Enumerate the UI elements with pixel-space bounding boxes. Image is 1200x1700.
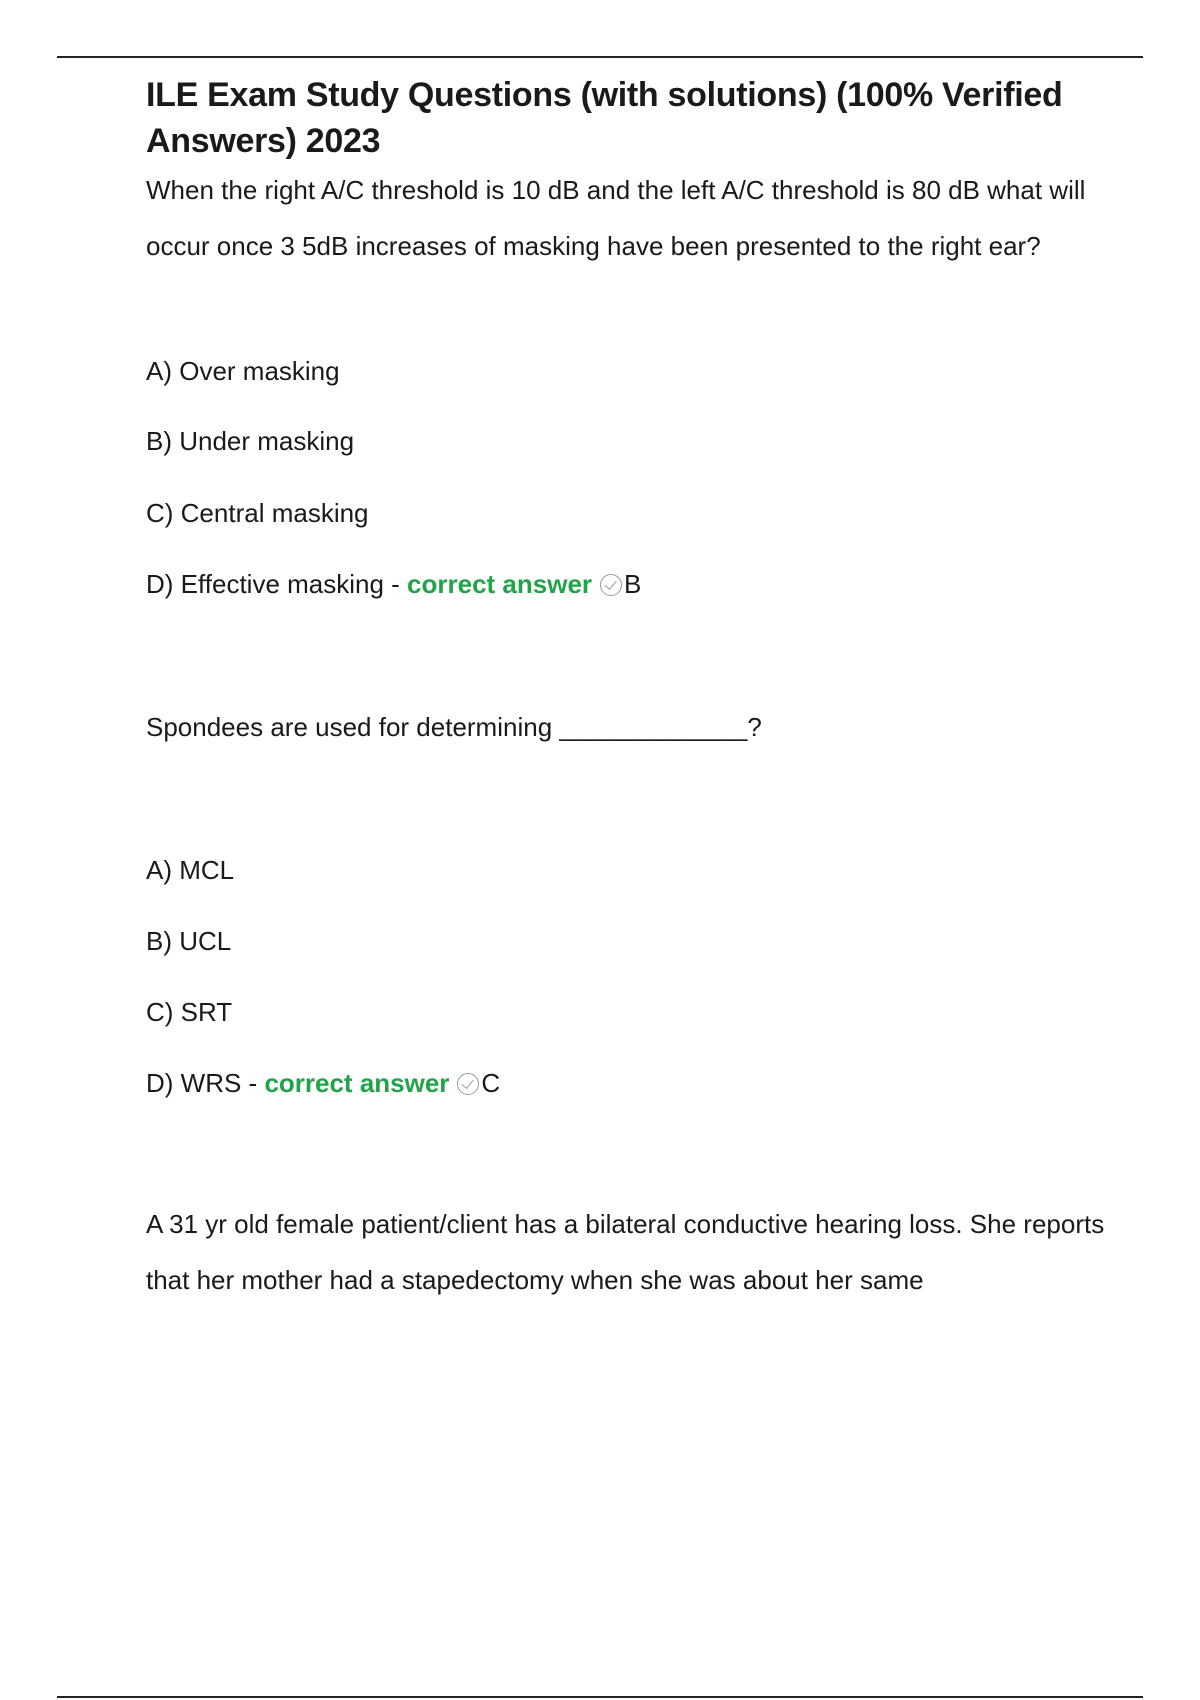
option-d [146,567,1106,601]
check-circle-icon [600,574,622,596]
question-block [146,710,1106,1100]
correct-answer-label: correct answer [407,569,593,599]
question-text: Spondees are used for determining _____________? [146,712,762,742]
question-text: A 31 yr old female patient/client has a bilateral conductive hearing loss. She reports that her mother had a stapedectomy when she was about her same [146,1209,1105,1295]
bottom-rule [57,1696,1143,1698]
question-block [146,1196,1106,1308]
check-circle-icon [457,1073,479,1095]
answer-value: B [624,569,642,599]
option-d-label: D) WRS [146,1068,242,1098]
question-text: When the right A/C threshold is 10 dB and the left A/C threshold is 80 dB what will occur once 3 5dB increases of masking have been presented to the right ear? [146,175,1086,261]
answer-value: C [481,1068,501,1098]
correct-answer-label: correct answer [264,1068,450,1098]
question-block [146,162,1106,601]
document-title: ILE Exam Study Questions (with solutions) (100% Verified Answers) 2023 [146,76,1063,160]
option-a: A) Over masking [146,356,340,386]
option-d [146,1066,1106,1100]
page-content [146,72,1106,1308]
top-rule [57,56,1143,58]
option-d-label: D) Effective masking [146,569,384,599]
option-a: A) MCL [146,855,235,885]
answer-separator: - [383,569,408,599]
answer-separator: - [241,1068,265,1098]
option-b: B) Under masking [146,426,355,456]
option-c: C) Central masking [146,498,369,528]
option-c: C) SRT [146,997,233,1027]
option-b: B) UCL [146,926,232,956]
